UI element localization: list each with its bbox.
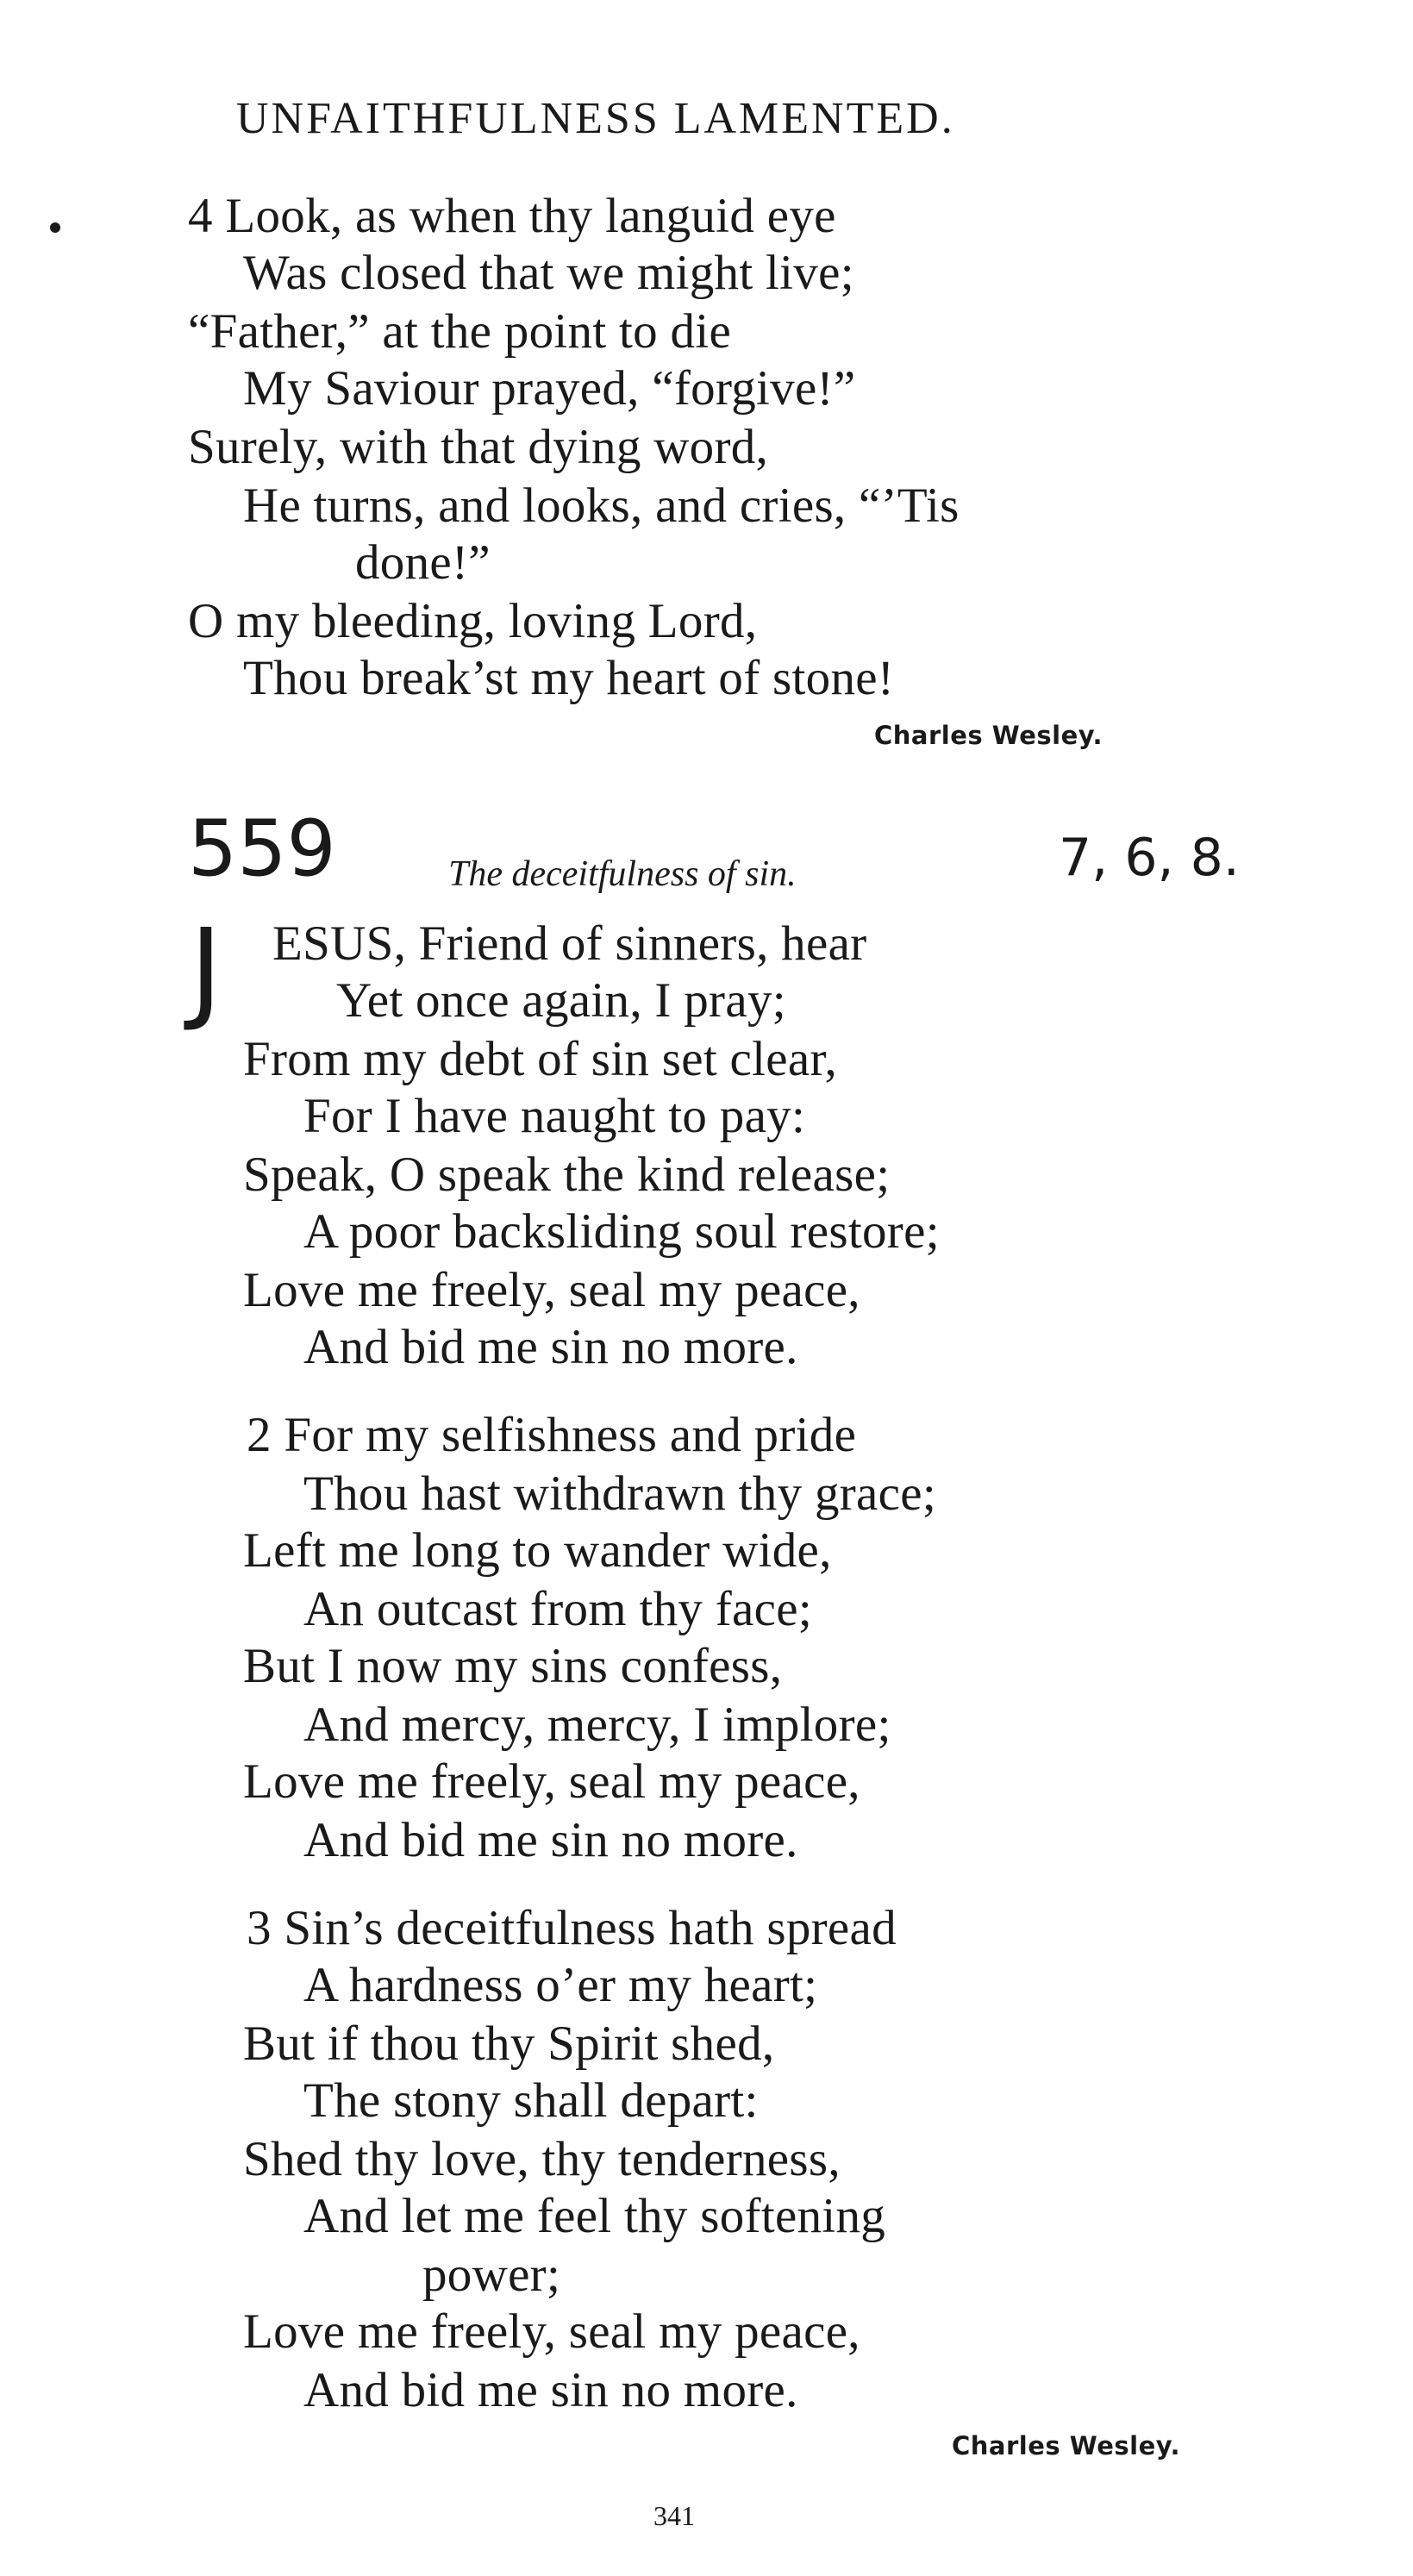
verse-line: Love me freely, seal my peace, — [243, 1754, 860, 1809]
verse-line: “Father,” at the point to die — [188, 304, 732, 359]
hymn-number: 559 — [188, 803, 336, 894]
verse-line: My Saviour prayed, “forgive!” — [243, 361, 856, 416]
verse-line: Speak, O speak the kind release; — [243, 1147, 891, 1202]
verse-line: And bid me sin no more. — [303, 1320, 798, 1374]
verse-line: An outcast from thy face; — [303, 1582, 812, 1636]
verse-line: ESUS, Friend of sinners, hear — [272, 916, 867, 971]
verse-line: Shed thy love, thy tenderness, — [243, 2132, 841, 2186]
verse-line: The stony shall depart: — [303, 2073, 759, 2128]
margin-dot — [50, 222, 60, 233]
hymn-meter: 7, 6, 8. — [1059, 828, 1240, 888]
drop-cap: J — [190, 906, 222, 1035]
verse-line: O my bleeding, loving Lord, — [188, 594, 758, 648]
running-head: UNFAITHFULNESS LAMENTED. — [236, 94, 955, 143]
hymn-title: The deceitfulness of sin. — [448, 854, 797, 894]
verse-line: Thou hast withdrawn thy grace; — [303, 1466, 936, 1521]
verse-line: But I now my sins confess, — [243, 1639, 783, 1693]
verse-line: He turns, and looks, and cries, “’Tis — [243, 478, 960, 533]
verse-line: Thou break’st my heart of stone! — [243, 651, 895, 705]
verse-line: A hardness o’er my heart; — [303, 1958, 818, 2012]
verse-line: And mercy, mercy, I implore; — [303, 1698, 891, 1752]
verse-line: power; — [422, 2248, 561, 2302]
previous-hymn-author: Charles Wesley. — [874, 721, 1104, 750]
verse-line: Was closed that we might live; — [243, 246, 854, 300]
page-number: 341 — [653, 2500, 695, 2531]
verse-line: 4 Look, as when thy languid eye — [188, 189, 836, 243]
verse-line: Left me long to wander wide, — [243, 1523, 832, 1578]
verse-line: 3 Sin’s deceitfulness hath spread — [247, 1901, 897, 1955]
verse-line: For I have naught to pay: — [303, 1089, 806, 1143]
verse-line: A poor backsliding soul restore; — [303, 1204, 940, 1259]
verse-line: 2 For my selfishness and pride — [247, 1408, 857, 1462]
hymn-author: Charles Wesley. — [952, 2431, 1181, 2460]
verse-line: Love me freely, seal my peace, — [243, 1263, 860, 1317]
verse-line: Love me freely, seal my peace, — [243, 2304, 860, 2359]
verse-line: And bid me sin no more. — [303, 2363, 798, 2417]
verse-line: And bid me sin no more. — [303, 1813, 798, 1867]
verse-line: Surely, with that dying word, — [188, 420, 769, 474]
verse-line: But if thou thy Spirit shed, — [243, 2016, 775, 2071]
verse-line: Yet once again, I pray; — [336, 973, 786, 1028]
verse-line: And let me feel thy softening — [303, 2189, 886, 2243]
verse-line: done!” — [355, 535, 491, 590]
verse-line: From my debt of sin set clear, — [243, 1032, 837, 1086]
